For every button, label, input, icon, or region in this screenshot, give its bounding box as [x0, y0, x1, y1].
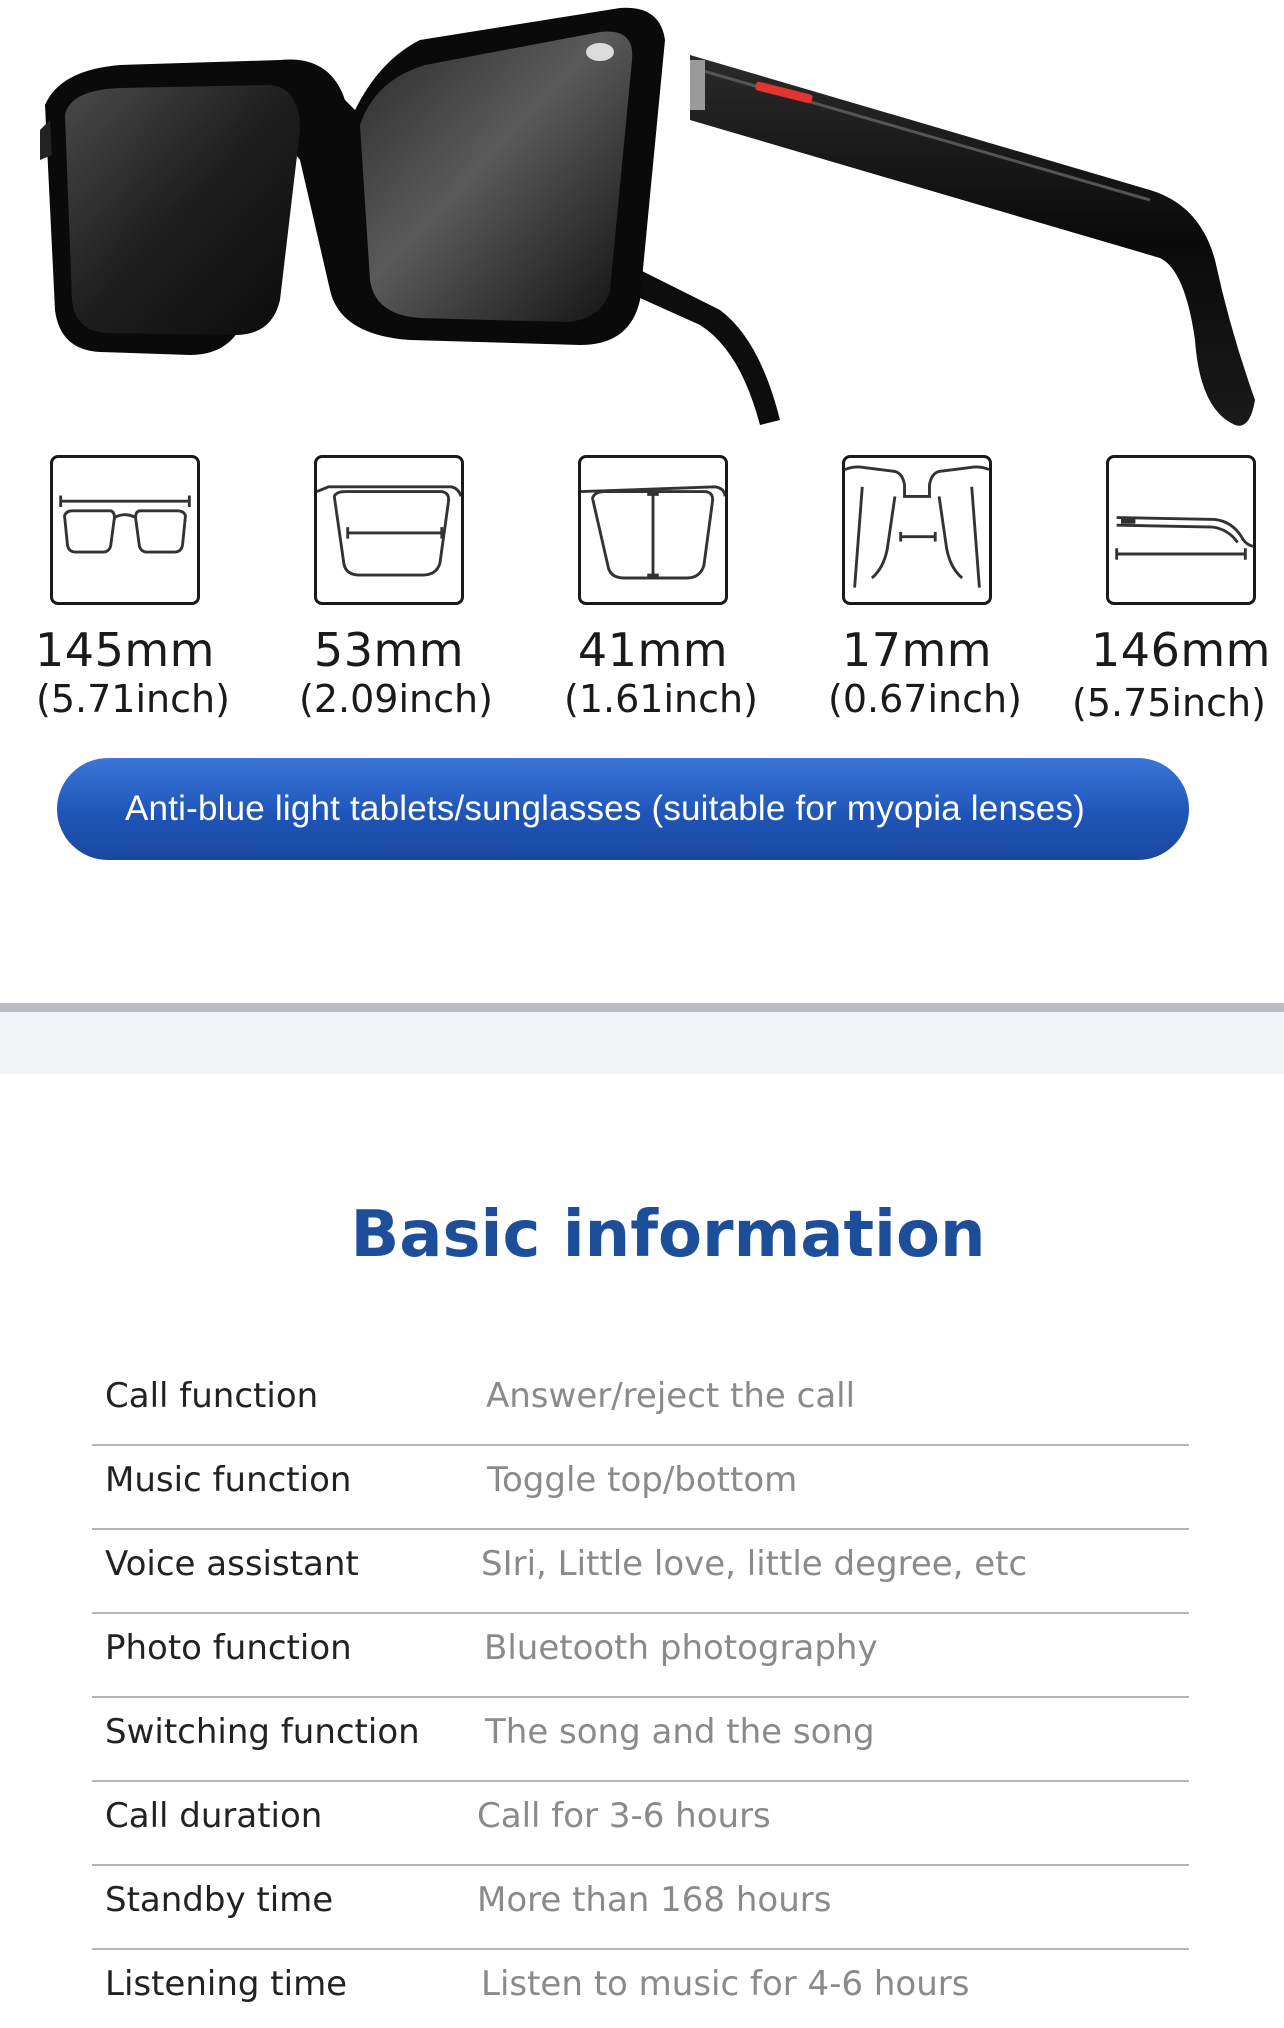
- spec-label: Call function: [105, 1376, 319, 1416]
- spec-label: Photo function: [105, 1628, 352, 1668]
- spec-label: Switching function: [105, 1712, 420, 1752]
- dimension-value: 146mm: [1091, 623, 1271, 677]
- dimension-value: 53mm: [313, 623, 465, 677]
- dimension-strip: [0, 455, 1284, 740]
- table-row: [92, 1614, 1189, 1698]
- spec-label: Call duration: [105, 1796, 323, 1836]
- spec-table: [92, 1362, 1189, 2028]
- dimension-inch: (5.71inch): [36, 677, 230, 721]
- dimension-inch: (5.75inch): [1072, 681, 1266, 725]
- lens-width-icon: [314, 455, 464, 605]
- lens-height-icon: [578, 455, 728, 605]
- table-row: [92, 1698, 1189, 1782]
- dimension-value: 41mm: [577, 623, 729, 677]
- spec-value: The song and the song: [485, 1712, 875, 1752]
- spec-label: Voice assistant: [105, 1544, 359, 1584]
- section-divider: [0, 1003, 1284, 1012]
- dimension-inch: (2.09inch): [299, 677, 493, 721]
- table-row: [92, 1362, 1189, 1446]
- spec-label: Music function: [105, 1460, 352, 1500]
- spec-value: SIri, Little love, little degree, etc: [481, 1544, 1028, 1584]
- page-title: Basic information: [350, 1198, 986, 1272]
- divider-band: [0, 1012, 1284, 1074]
- bridge-width-icon: [842, 455, 992, 605]
- table-row: [92, 1530, 1189, 1614]
- spec-value: Listen to music for 4-6 hours: [481, 1964, 970, 2004]
- dimension-value: 145mm: [35, 623, 215, 677]
- spec-label: Listening time: [105, 1964, 348, 2004]
- table-row: [92, 1950, 1189, 2028]
- product-image-smart-glasses: [0, 0, 1284, 440]
- spec-value: More than 168 hours: [477, 1880, 832, 1920]
- table-row: [92, 1866, 1189, 1950]
- temple-length-icon: [1106, 455, 1256, 605]
- spec-label: Standby time: [105, 1880, 334, 1920]
- spec-value: Call for 3-6 hours: [477, 1796, 771, 1836]
- dimension-value: 17mm: [841, 623, 993, 677]
- spec-value: Bluetooth photography: [484, 1628, 878, 1668]
- table-row: [92, 1446, 1189, 1530]
- glasses-width-icon: [50, 455, 200, 605]
- lens-type-banner: Anti-blue light tablets/sunglasses (suitable for myopia lenses): [57, 758, 1189, 860]
- spec-value: Answer/reject the call: [486, 1376, 856, 1416]
- dimension-inch: (0.67inch): [828, 677, 1022, 721]
- table-row: [92, 1782, 1189, 1866]
- dimension-inch: (1.61inch): [564, 677, 758, 721]
- spec-value: Toggle top/bottom: [487, 1460, 798, 1500]
